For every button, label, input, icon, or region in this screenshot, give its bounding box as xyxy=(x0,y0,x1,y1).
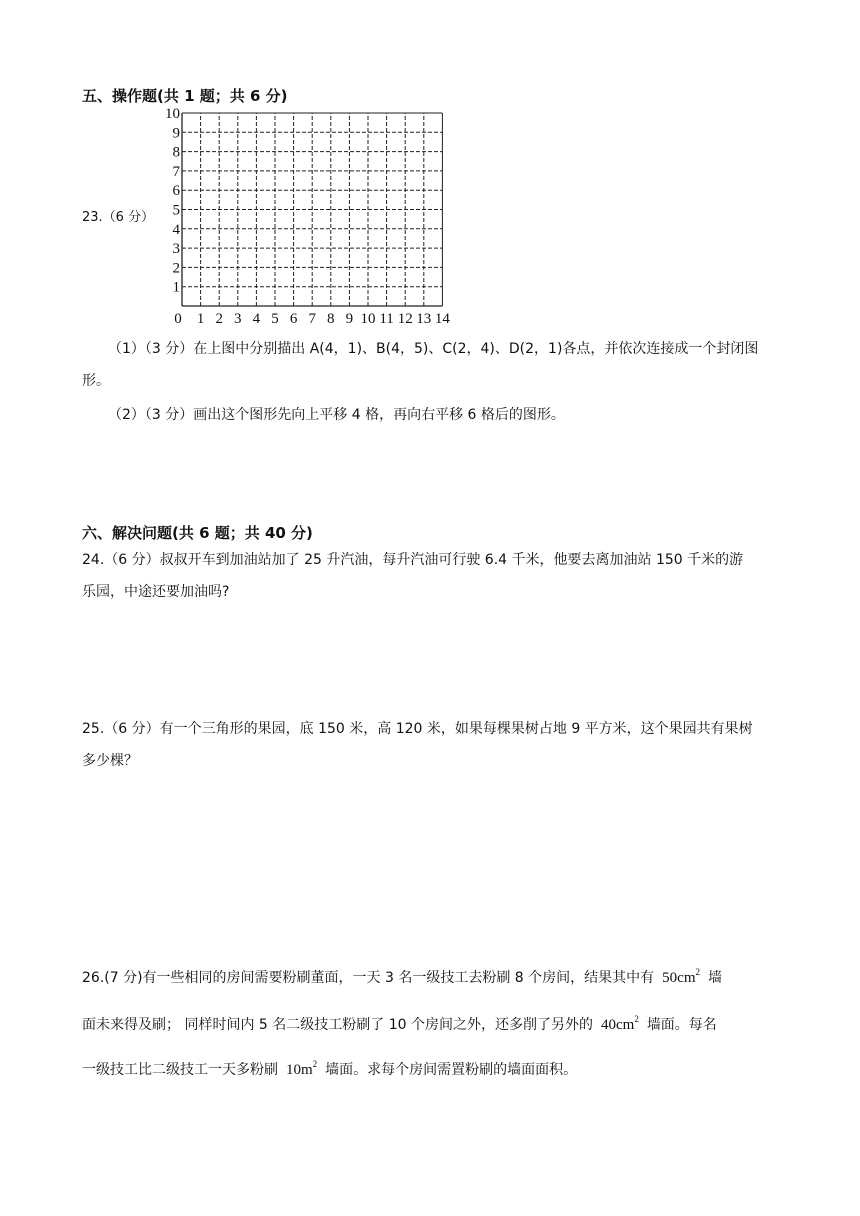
x-tick-label: 0 xyxy=(174,311,182,327)
question-26-line-1: 26.(7 分)有一些相同的房间需要粉刷董面，一天 3 名一级技工去粉刷 8 个房间，结果其中有 $50cm^2$ 墙 xyxy=(82,967,722,986)
x-tick-label: 11 xyxy=(379,311,394,327)
y-tick-label: 10 xyxy=(165,108,180,122)
x-tick-label: 12 xyxy=(397,311,413,327)
question-25-line-2: 多少棵？ xyxy=(82,753,138,769)
x-axis-tick-labels xyxy=(174,311,450,327)
x-tick-label: 4 xyxy=(252,311,261,327)
y-tick-label: 6 xyxy=(172,183,180,200)
y-tick-label: 5 xyxy=(172,202,180,219)
question-26-line-2: 面未来得及刷； 同样时间内 5 名二级技工粉刷了 10 个房间之外，还多削了另外的 $40cm^2$ 墙面。每名 xyxy=(82,1014,717,1033)
question-23-part-1-continued: 形。 xyxy=(82,373,110,389)
x-tick-label: 9 xyxy=(345,311,354,327)
x-tick-label: 10 xyxy=(360,311,376,327)
x-tick-label: 2 xyxy=(215,311,223,327)
y-axis-tick-labels xyxy=(165,108,181,296)
y-tick-label: 9 xyxy=(172,125,180,142)
x-tick-label: 7 xyxy=(308,311,316,327)
y-tick-label: 3 xyxy=(172,241,180,258)
x-tick-label: 14 xyxy=(434,311,450,327)
section-5-title: 五、操作题(共 1 题；共 6 分) xyxy=(82,87,288,105)
section-6-title: 六、解决问题(共 6 题；共 40 分) xyxy=(82,524,313,542)
y-tick-label: 2 xyxy=(172,260,180,277)
x-tick-label: 8 xyxy=(327,311,335,327)
grid-lines xyxy=(182,113,442,306)
area-unit-50cm2: $50cm^2$ xyxy=(662,967,700,986)
x-tick-label: 5 xyxy=(271,311,279,327)
coordinate-grid xyxy=(160,108,460,330)
question-23-part-1: （1）（3 分）在上图中分别描出 A(4，1)、B(4，5)、C(2，4)、D(2，1)各点，并依次连接成一个封闭图 xyxy=(108,341,759,357)
y-tick-label: 1 xyxy=(172,279,180,296)
question-24-line-2: 乐园，中途还要加油吗? xyxy=(82,584,230,600)
y-tick-label: 4 xyxy=(172,221,180,238)
area-unit-40cm2: $40cm^2$ xyxy=(600,1014,639,1033)
x-tick-label: 13 xyxy=(416,311,432,327)
question-25-line-1: 25.（6 分）有一个三角形的果园，底 150 米，高 120 米，如果每棵果树占地 9 平方米，这个果园共有果树 xyxy=(82,721,753,737)
y-tick-label: 8 xyxy=(172,144,180,161)
area-unit-10m2: $10m^2$ xyxy=(286,1059,318,1078)
x-tick-label: 6 xyxy=(289,311,298,327)
y-tick-label: 7 xyxy=(172,163,180,180)
question-23-label: 23.（6 分） xyxy=(82,210,155,225)
question-26-line-3: 一级技工比二级技工一天多粉刷 $10m^2$ 墙面。求每个房间需置粉刷的墙面面积。 xyxy=(82,1059,578,1078)
x-tick-label: 1 xyxy=(196,311,205,327)
x-tick-label: 3 xyxy=(234,311,242,327)
question-24-line-1: 24.（6 分）叔叔开车到加油站加了 25 升汽油，每升汽油可行驶 6.4 千米，他要去离加油站 150 千米的游 xyxy=(82,552,744,568)
question-26-text: 26.(7 分)有一些相同的房间需要粉刷董面，一天 3 名一级技工去粉刷 8 个房间，结果其中有 xyxy=(82,970,655,986)
question-23-part-2: （2）（3 分）画出这个图形先向上平移 4 格，再向右平移 6 格后的图形。 xyxy=(108,407,565,423)
